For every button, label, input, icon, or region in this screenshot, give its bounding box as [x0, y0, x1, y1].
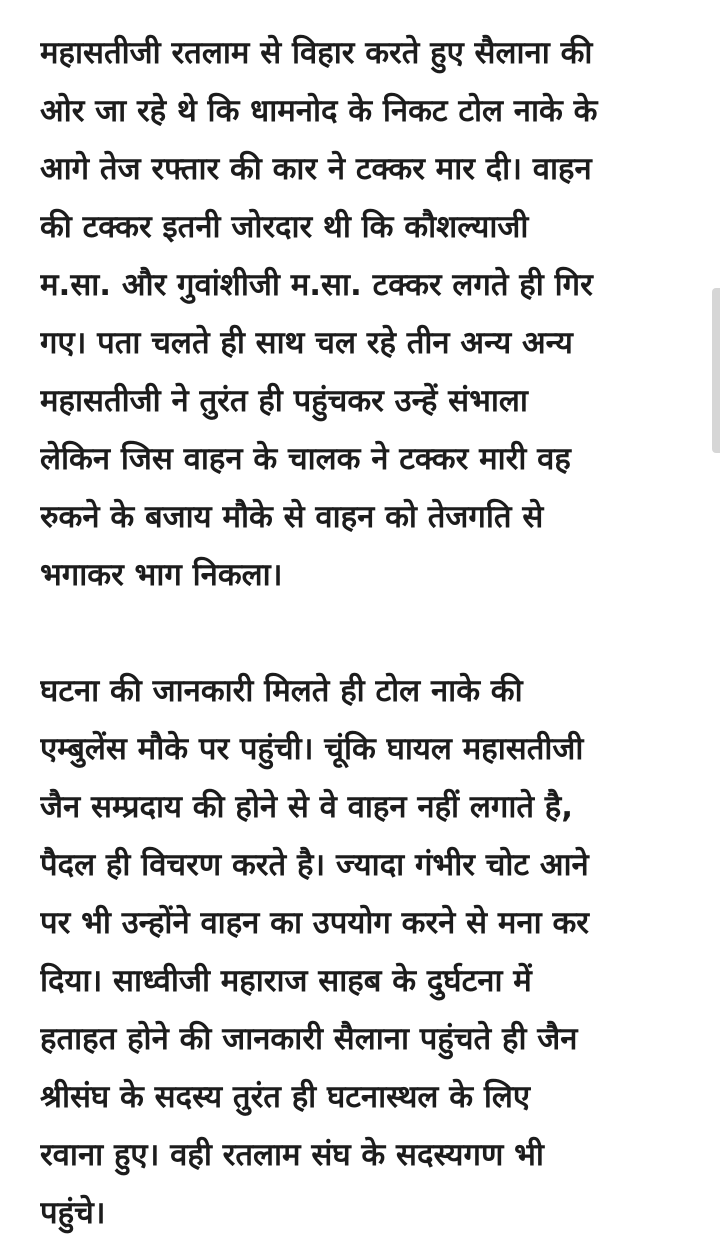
text-line: घटना की जानकारी मिलते ही टोल नाके की	[40, 673, 523, 709]
text-line: पर भी उन्होंने वाहन का उपयोग करने से मना कर	[40, 905, 589, 941]
text-line: रवाना हुए। वही रतलाम संघ के सदस्यगण भी	[40, 1137, 544, 1173]
text-line: एम्बुलेंस मौके पर पहुंची। चूंकि घायल महासतीजी	[40, 731, 584, 767]
text-line: म.सा. और गुवांशीजी म.सा. टक्कर लगते ही गिर	[40, 267, 593, 303]
text-line: गए। पता चलते ही साथ चल रहे तीन अन्य अन्य	[40, 325, 573, 361]
text-line: पैदल ही विचरण करते है। ज्यादा गंभीर चोट आने	[40, 847, 589, 883]
scrollbar-thumb[interactable]	[712, 288, 720, 453]
text-line: जैन सम्प्रदाय की होने से वे वाहन नहीं लगाते है,	[40, 789, 574, 825]
text-line: आगे तेज रफ्तार की कार ने टक्कर मार दी। वाहन	[40, 151, 592, 187]
text-line: लेकिन जिस वाहन के चालक ने टक्कर मारी वह	[40, 441, 571, 477]
text-line: ओर जा रहे थे कि धामनोद के निकट टोल नाके के	[40, 93, 598, 129]
text-line: दिया। साध्वीजी महाराज साहब के दुर्घटना में	[40, 963, 532, 999]
paragraph-2	[40, 662, 688, 1242]
text-line: रुकने के बजाय मौके से वाहन को तेजगति से	[40, 499, 544, 535]
text-line: महासतीजी ने तुरंत ही पहुंचकर उन्हें संभाला	[40, 383, 528, 419]
text-line: भगाकर भाग निकला।	[40, 557, 283, 593]
text-line: महासतीजी रतलाम से विहार करते हुए सैलाना की	[40, 35, 593, 71]
text-line: पहुंचे।	[40, 1195, 106, 1231]
text-line: की टक्कर इतनी जोरदार थी कि कौशल्याजी	[40, 209, 529, 245]
text-line: श्रीसंघ के सदस्य तुरंत ही घटनास्थल के लिए	[40, 1079, 531, 1115]
paragraph-1	[40, 24, 688, 604]
text-line: हताहत होने की जानकारी सैलाना पहुंचते ही जैन	[40, 1021, 578, 1057]
article-body	[40, 24, 688, 1242]
